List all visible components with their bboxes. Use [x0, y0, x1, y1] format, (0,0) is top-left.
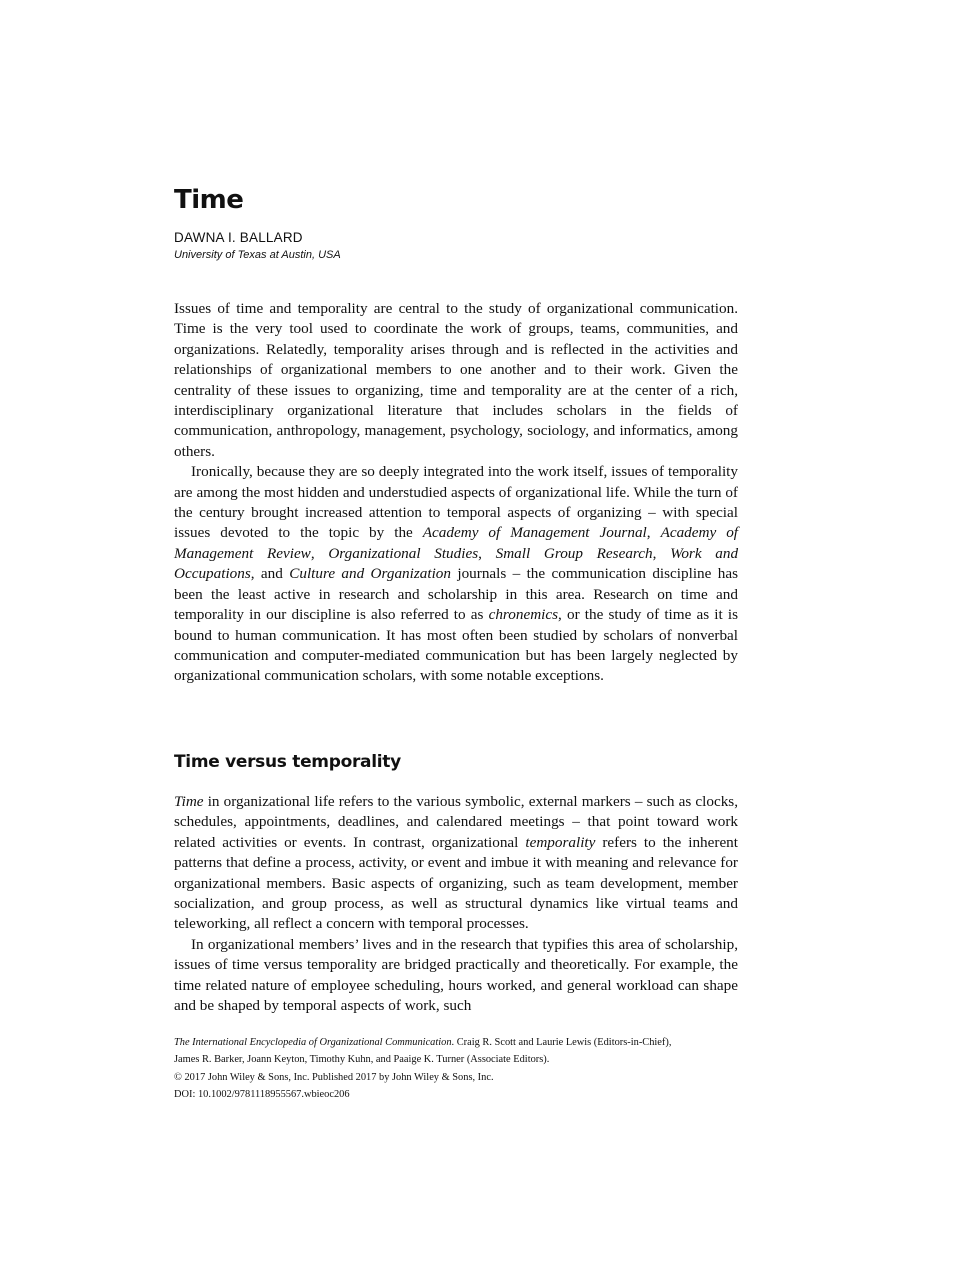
intro-paragraph-2	[174, 462, 738, 686]
text-run: ,	[652, 544, 671, 562]
doi-line: DOI: 10.1002/9781118955567.wbieoc206	[174, 1089, 350, 1101]
text-run: journals – the communication discipline has been the least active in research and scholarship in this area. Research on time and temporality in our discipline is also referred to as	[174, 565, 738, 624]
author-affiliation: University of Texas at Austin, USA	[174, 249, 341, 261]
journal-name: Work and Occupations	[174, 544, 739, 583]
text-run: in organizational life refers to the various symbolic, external markers – such as clocks, schedules, appointments, deadlines, and calendared meetings – that point toward work related activities or events. In contrast, organizational	[174, 793, 738, 851]
encyclopedia-title: The International Encyclopedia of Organizational Communication	[174, 1037, 452, 1048]
text-run: refers to the inherent patterns that define a process, activity, or event and imbue it with meaning and relevance for organizational members. Basic aspects of organizing, such as team development, member socialization, and group process, as well as structural dynamics like virtual teams and teleworking, all reflect a concern with temporal processes.	[174, 833, 738, 933]
citation-footnote	[174, 1034, 738, 1104]
text-run: , and	[250, 565, 290, 583]
key-term: chronemics	[488, 606, 559, 624]
author-name: DAWNA I. BALLARD	[174, 230, 303, 245]
article-title: Time	[174, 185, 244, 215]
text-run: , or the study of time as it is bound to human communication. It has most often been studied by scholars of nonverbal communication and computer-mediated communication but has been largely neglected by organizational communication scholars, with some notable exceptions.	[174, 606, 739, 685]
text-run: ,	[478, 544, 496, 562]
text-run: ,	[646, 524, 661, 542]
intro-paragraph-1: Issues of time and temporality are central to the study of organizational communication. Time is the very tool used to coordinate the work of groups, teams, communities, and organizations. Relatedly, temporality arises through and is reflected in the activities and relationships of organizational members to one another and to their work. Given the centrality of these issues to organizing, time and temporality are at the center of a rich, interdisciplinary organizational literature that includes scholars in the fields of communication, anthropology, management, psychology, sociology, and informatics, among others.	[174, 300, 738, 460]
key-term: Time	[174, 793, 204, 810]
journal-name: Small Group Research	[495, 544, 653, 562]
journal-name: Academy of Management Review	[174, 524, 739, 562]
footnote-line-1	[174, 1034, 738, 1051]
section-heading: Time versus temporality	[174, 752, 401, 772]
key-term: temporality	[525, 833, 596, 851]
intro-section	[174, 299, 738, 687]
editors-in-chief: . Craig R. Scott and Laurie Lewis (Editors-in-Chief),	[451, 1037, 672, 1048]
journal-name: Culture and Organization	[289, 565, 451, 583]
journal-name: Organizational Studies	[328, 544, 479, 562]
section-paragraph-1	[174, 792, 738, 935]
text-run: Ironically, because they are so deeply integrated into the work itself, issues of temporality are among the most hidden and understudied aspects of organizational life. While the turn of the century brought increased attention to temporal aspects of organizing – with special issues devoted to the topic by the	[174, 463, 738, 542]
associate-editors: James R. Barker, Joann Keyton, Timothy Kuhn, and Paaige K. Turner (Associate Editors).	[174, 1054, 550, 1066]
copyright-line: © 2017 John Wiley & Sons, Inc. Published 2017 by John Wiley & Sons, Inc.	[174, 1071, 494, 1083]
text-run: ,	[310, 544, 329, 562]
section-paragraph-2: In organizational members’ lives and in the research that typifies this area of scholarship, issues of time versus temporality are bridged practically and theoretically. For example, the time related nature of employee scheduling, hours worked, and general workload can shape and be shaped by temporal aspects of work, such	[174, 935, 738, 1015]
journal-name: Academy of Management Journal	[422, 524, 647, 542]
section-body	[174, 792, 738, 1016]
